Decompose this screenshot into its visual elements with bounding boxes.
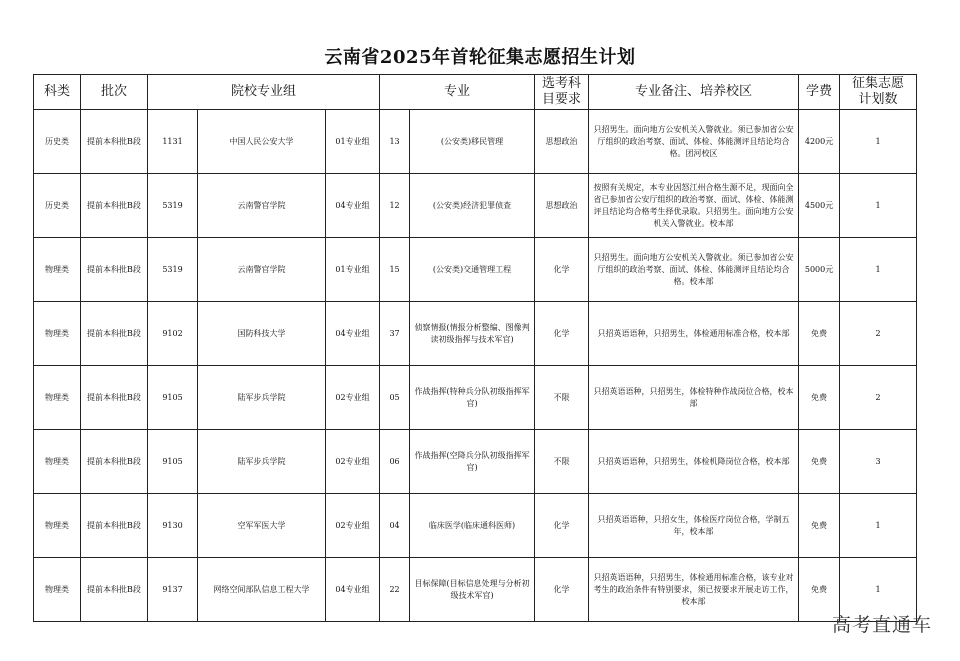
- cell-major-name: (公安类)经济犯罪侦查: [410, 174, 535, 238]
- cell-notes: 只招英语语种，只招男生，体检机降岗位合格，校本部: [589, 430, 799, 494]
- cell-subject: 物理类: [34, 366, 81, 430]
- cell-fee: 免费: [799, 430, 840, 494]
- cell-requirement: 化学: [535, 238, 589, 302]
- header-req-line2: 目要求: [542, 92, 582, 107]
- cell-batch: 提前本科批B段: [81, 302, 148, 366]
- cell-school-name: 陆军步兵学院: [198, 430, 326, 494]
- cell-plan: 2: [840, 302, 917, 366]
- header-notes: 专业备注、培养校区: [589, 75, 799, 110]
- cell-group: 02专业组: [326, 494, 380, 558]
- table-row: [34, 494, 917, 558]
- cell-major-code: 15: [380, 238, 410, 302]
- cell-group: 01专业组: [326, 238, 380, 302]
- cell-batch: 提前本科批B段: [81, 430, 148, 494]
- cell-notes: 只招英语语种，只招男生，体检通用标准合格，该专业对考生的政治条件有特别要求，须已按要求开展走访工作，校本部: [589, 558, 799, 622]
- cell-major-name: 侦察情报(情报分析整编、图像判读初级指挥与技术军官): [410, 302, 535, 366]
- cell-requirement: 不限: [535, 366, 589, 430]
- cell-plan: 1: [840, 494, 917, 558]
- cell-subject: 历史类: [34, 174, 81, 238]
- page-title: 云南省2025年首轮征集志愿招生计划: [324, 47, 636, 68]
- cell-batch: 提前本科批B段: [81, 558, 148, 622]
- header-school-group: 院校专业组: [148, 75, 380, 110]
- cell-major-code: 04: [380, 494, 410, 558]
- cell-plan: 1: [840, 238, 917, 302]
- watermark-text: 高考直通车: [831, 614, 932, 636]
- cell-major-name: 作战指挥(特种兵分队初级指挥军官): [410, 366, 535, 430]
- header-batch: 批次: [81, 75, 148, 110]
- header-fee: 学费: [799, 75, 840, 110]
- cell-subject: 物理类: [34, 494, 81, 558]
- cell-fee: 4500元: [799, 174, 840, 238]
- cell-school-code: 5319: [148, 238, 198, 302]
- header-plan-line1: 征集志愿: [852, 76, 905, 91]
- cell-group: 01专业组: [326, 110, 380, 174]
- cell-subject: 物理类: [34, 558, 81, 622]
- cell-notes: 只招英语语种，只招女生，体检医疗岗位合格，学制五年，校本部: [589, 494, 799, 558]
- cell-group: 04专业组: [326, 174, 380, 238]
- cell-major-code: 05: [380, 366, 410, 430]
- cell-batch: 提前本科批B段: [81, 110, 148, 174]
- cell-requirement: 化学: [535, 558, 589, 622]
- cell-major-code: 12: [380, 174, 410, 238]
- cell-major-code: 06: [380, 430, 410, 494]
- cell-school-code: 9130: [148, 494, 198, 558]
- cell-subject: 物理类: [34, 302, 81, 366]
- cell-school-name: 云南警官学院: [198, 238, 326, 302]
- header-req-line1: 选考科: [542, 76, 582, 91]
- cell-school-name: 网络空间部队信息工程大学: [198, 558, 326, 622]
- cell-fee: 免费: [799, 366, 840, 430]
- cell-plan: 3: [840, 430, 917, 494]
- cell-fee: 免费: [799, 302, 840, 366]
- cell-notes: 只招英语语种，只招男生，体检通用标准合格，校本部: [589, 302, 799, 366]
- cell-school-code: 9105: [148, 366, 198, 430]
- table-row: [34, 366, 917, 430]
- table-header-row: [34, 75, 917, 110]
- cell-plan: 1: [840, 110, 917, 174]
- cell-major-code: 22: [380, 558, 410, 622]
- cell-fee: 免费: [799, 558, 840, 622]
- cell-notes: 按照有关规定，本专业因怒江州合格生源不足，现面向全省已参加省公安厅组织的政治考察、面试、体检、体能测评且结论均合格考生择优录取。只招男生。面向地方公安机关入警就业。校本部: [589, 174, 799, 238]
- cell-batch: 提前本科批B段: [81, 174, 148, 238]
- table-row: [34, 174, 917, 238]
- cell-school-name: 国防科技大学: [198, 302, 326, 366]
- cell-plan: 1: [840, 558, 917, 622]
- cell-batch: 提前本科批B段: [81, 494, 148, 558]
- cell-notes: 只招男生。面向地方公安机关入警就业。须已参加省公安厅组织的政治考察、面试、体检、体能测评且结论均合格。校本部: [589, 238, 799, 302]
- cell-major-code: 13: [380, 110, 410, 174]
- cell-school-name: 中国人民公安大学: [198, 110, 326, 174]
- table-row: [34, 430, 917, 494]
- cell-group: 04专业组: [326, 558, 380, 622]
- cell-school-name: 云南警官学院: [198, 174, 326, 238]
- cell-fee: 4200元: [799, 110, 840, 174]
- cell-school-name: 陆军步兵学院: [198, 366, 326, 430]
- cell-fee: 免费: [799, 494, 840, 558]
- header-plan-count: [840, 75, 917, 110]
- cell-requirement: 思想政治: [535, 174, 589, 238]
- cell-major-code: 37: [380, 302, 410, 366]
- cell-major-name: 目标保障(目标信息处理与分析初级技术军官): [410, 558, 535, 622]
- cell-school-code: 5319: [148, 174, 198, 238]
- cell-subject: 历史类: [34, 110, 81, 174]
- cell-school-code: 9137: [148, 558, 198, 622]
- header-subject: 科类: [34, 75, 81, 110]
- cell-major-name: (公安类)交通管理工程: [410, 238, 535, 302]
- cell-group: 02专业组: [326, 430, 380, 494]
- cell-fee: 5000元: [799, 238, 840, 302]
- cell-school-code: 9105: [148, 430, 198, 494]
- cell-notes: 只招男生。面向地方公安机关入警就业。须已参加省公安厅组织的政治考察、面试、体检、体能测评且结论均合格。团河校区: [589, 110, 799, 174]
- cell-school-name: 空军军医大学: [198, 494, 326, 558]
- cell-group: 04专业组: [326, 302, 380, 366]
- cell-batch: 提前本科批B段: [81, 238, 148, 302]
- recruitment-plan-table: [33, 74, 917, 622]
- cell-plan: 2: [840, 366, 917, 430]
- header-subject-requirement: [535, 75, 589, 110]
- cell-subject: 物理类: [34, 238, 81, 302]
- cell-requirement: 思想政治: [535, 110, 589, 174]
- cell-notes: 只招英语语种，只招男生，体检特种作战岗位合格，校本部: [589, 366, 799, 430]
- cell-requirement: 化学: [535, 494, 589, 558]
- cell-major-name: 临床医学(临床通科医师): [410, 494, 535, 558]
- cell-school-code: 1131: [148, 110, 198, 174]
- cell-requirement: 不限: [535, 430, 589, 494]
- cell-plan: 1: [840, 174, 917, 238]
- cell-subject: 物理类: [34, 430, 81, 494]
- table-row: [34, 302, 917, 366]
- cell-major-name: (公安类)移民管理: [410, 110, 535, 174]
- table-row: [34, 558, 917, 622]
- header-plan-line2: 计划数: [858, 92, 898, 107]
- cell-group: 02专业组: [326, 366, 380, 430]
- cell-major-name: 作战指挥(空降兵分队初级指挥军官): [410, 430, 535, 494]
- cell-batch: 提前本科批B段: [81, 366, 148, 430]
- table-row: [34, 110, 917, 174]
- cell-requirement: 化学: [535, 302, 589, 366]
- header-major: 专业: [380, 75, 535, 110]
- cell-school-code: 9102: [148, 302, 198, 366]
- table-row: [34, 238, 917, 302]
